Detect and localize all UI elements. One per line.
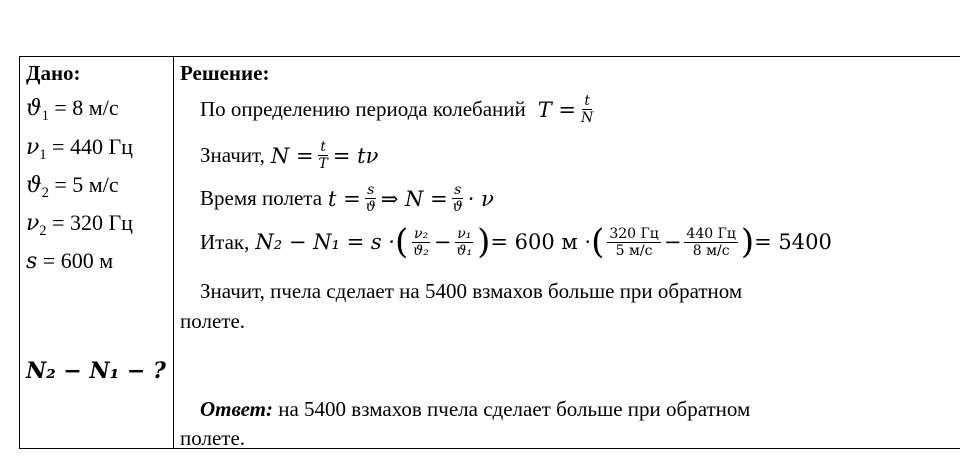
given-row bbox=[26, 134, 133, 164]
line-text: Значит, bbox=[200, 143, 265, 167]
formula-part: − bbox=[433, 230, 452, 254]
conclusion-line-1: Значит, пчела сделает на 5400 взмахов больше при обратном bbox=[200, 279, 743, 303]
fraction bbox=[607, 226, 660, 259]
given-subscript: 2 bbox=[41, 185, 49, 201]
given-subscript: 1 bbox=[39, 147, 47, 163]
fraction-numerator: ν₂ bbox=[414, 225, 429, 242]
conclusion-line-2: полете. bbox=[180, 309, 246, 333]
fraction-numerator: t bbox=[584, 93, 590, 109]
fraction-numerator: s bbox=[454, 182, 462, 198]
given-symbol: s bbox=[26, 249, 38, 274]
fraction-numerator: 440 Гц bbox=[686, 225, 736, 242]
fraction-denominator: 5 м/с bbox=[615, 242, 653, 259]
solution-line-3 bbox=[200, 182, 494, 215]
given-subscript: 2 bbox=[39, 223, 47, 239]
fraction-denominator: ϑ bbox=[452, 199, 463, 215]
formula-part: N = bbox=[270, 143, 314, 168]
given-row bbox=[26, 248, 113, 274]
formula-part: − bbox=[663, 230, 682, 254]
fraction-numerator: 320 Гц bbox=[609, 225, 659, 242]
given-value: = 8 м/с bbox=[54, 95, 119, 120]
given-symbol: ϑ bbox=[26, 96, 42, 121]
fraction-numerator: ν₁ bbox=[457, 225, 472, 242]
formula-part: = 600 м · bbox=[490, 230, 592, 254]
solution-column bbox=[174, 57, 960, 448]
formula-part: = tν bbox=[332, 143, 379, 168]
solution-line-2 bbox=[200, 139, 378, 172]
formula-part: T = bbox=[537, 97, 577, 122]
given-value: = 440 Гц bbox=[52, 134, 133, 159]
answer-line-1 bbox=[200, 397, 750, 422]
formula-part: · ν bbox=[467, 186, 494, 211]
given-row bbox=[26, 172, 119, 202]
given-value: = 5 м/с bbox=[54, 172, 119, 197]
fraction-denominator: ϑ₂ bbox=[413, 242, 429, 259]
solution-line-1 bbox=[200, 93, 598, 126]
fraction bbox=[451, 182, 465, 215]
solution-header: Решение: bbox=[180, 61, 270, 85]
given-symbol: ν bbox=[26, 211, 40, 236]
given-column bbox=[20, 57, 174, 448]
fraction-numerator: s bbox=[367, 182, 375, 198]
fraction bbox=[317, 139, 330, 172]
fraction-denominator: ϑ₁ bbox=[456, 242, 473, 259]
given-header: Дано: bbox=[26, 61, 81, 85]
formula-part: N₂ − N₁ = s · bbox=[255, 230, 395, 254]
line-text: По определению периода колебаний bbox=[200, 97, 526, 121]
formula-result: = 5400 bbox=[754, 230, 832, 254]
fraction-denominator: T bbox=[318, 156, 328, 172]
find-quantity: N₂ − N₁ − ? bbox=[26, 358, 166, 384]
given-symbol: ν bbox=[26, 135, 40, 160]
given-row bbox=[26, 95, 119, 125]
fraction-denominator: 8 м/с bbox=[692, 242, 730, 259]
answer-line-2: полете. bbox=[180, 426, 246, 450]
formula-part: ⇒ N = bbox=[380, 186, 448, 211]
fraction-denominator: ϑ bbox=[365, 199, 376, 215]
given-subscript: 1 bbox=[41, 108, 49, 124]
fraction bbox=[411, 226, 431, 259]
answer-text: на 5400 взмахов пчела сделает больше при обратном bbox=[273, 397, 751, 421]
given-row bbox=[26, 210, 133, 240]
fraction bbox=[579, 93, 595, 126]
given-value: = 600 м bbox=[42, 248, 114, 273]
fraction bbox=[684, 226, 737, 259]
given-symbol: ϑ bbox=[26, 173, 42, 198]
given-value: = 320 Гц bbox=[52, 210, 133, 235]
formula-part: t = bbox=[328, 186, 361, 211]
fraction-denominator: N bbox=[581, 110, 594, 126]
solution-line-4: Итак, N₂ − N₁ = s · ( $\frac{\text{ν₂}}{\text{ϑ₂}}$ − $\frac{\text{ν₁}}{\text{ϑ₁}}$ ) = 600 м · ( $\frac{320 Гц}{5 м/с}$ − $\frac{440 Гц}{8 м/с}$ ) = 5400 bbox=[200, 222, 832, 262]
fraction-numerator: t bbox=[320, 139, 327, 155]
fraction bbox=[364, 182, 378, 215]
fraction bbox=[454, 226, 474, 259]
solution-table bbox=[19, 56, 960, 449]
line-text: Итак, bbox=[200, 229, 250, 254]
answer-label: Ответ: bbox=[200, 397, 273, 421]
line-text: Время полета bbox=[200, 186, 323, 210]
